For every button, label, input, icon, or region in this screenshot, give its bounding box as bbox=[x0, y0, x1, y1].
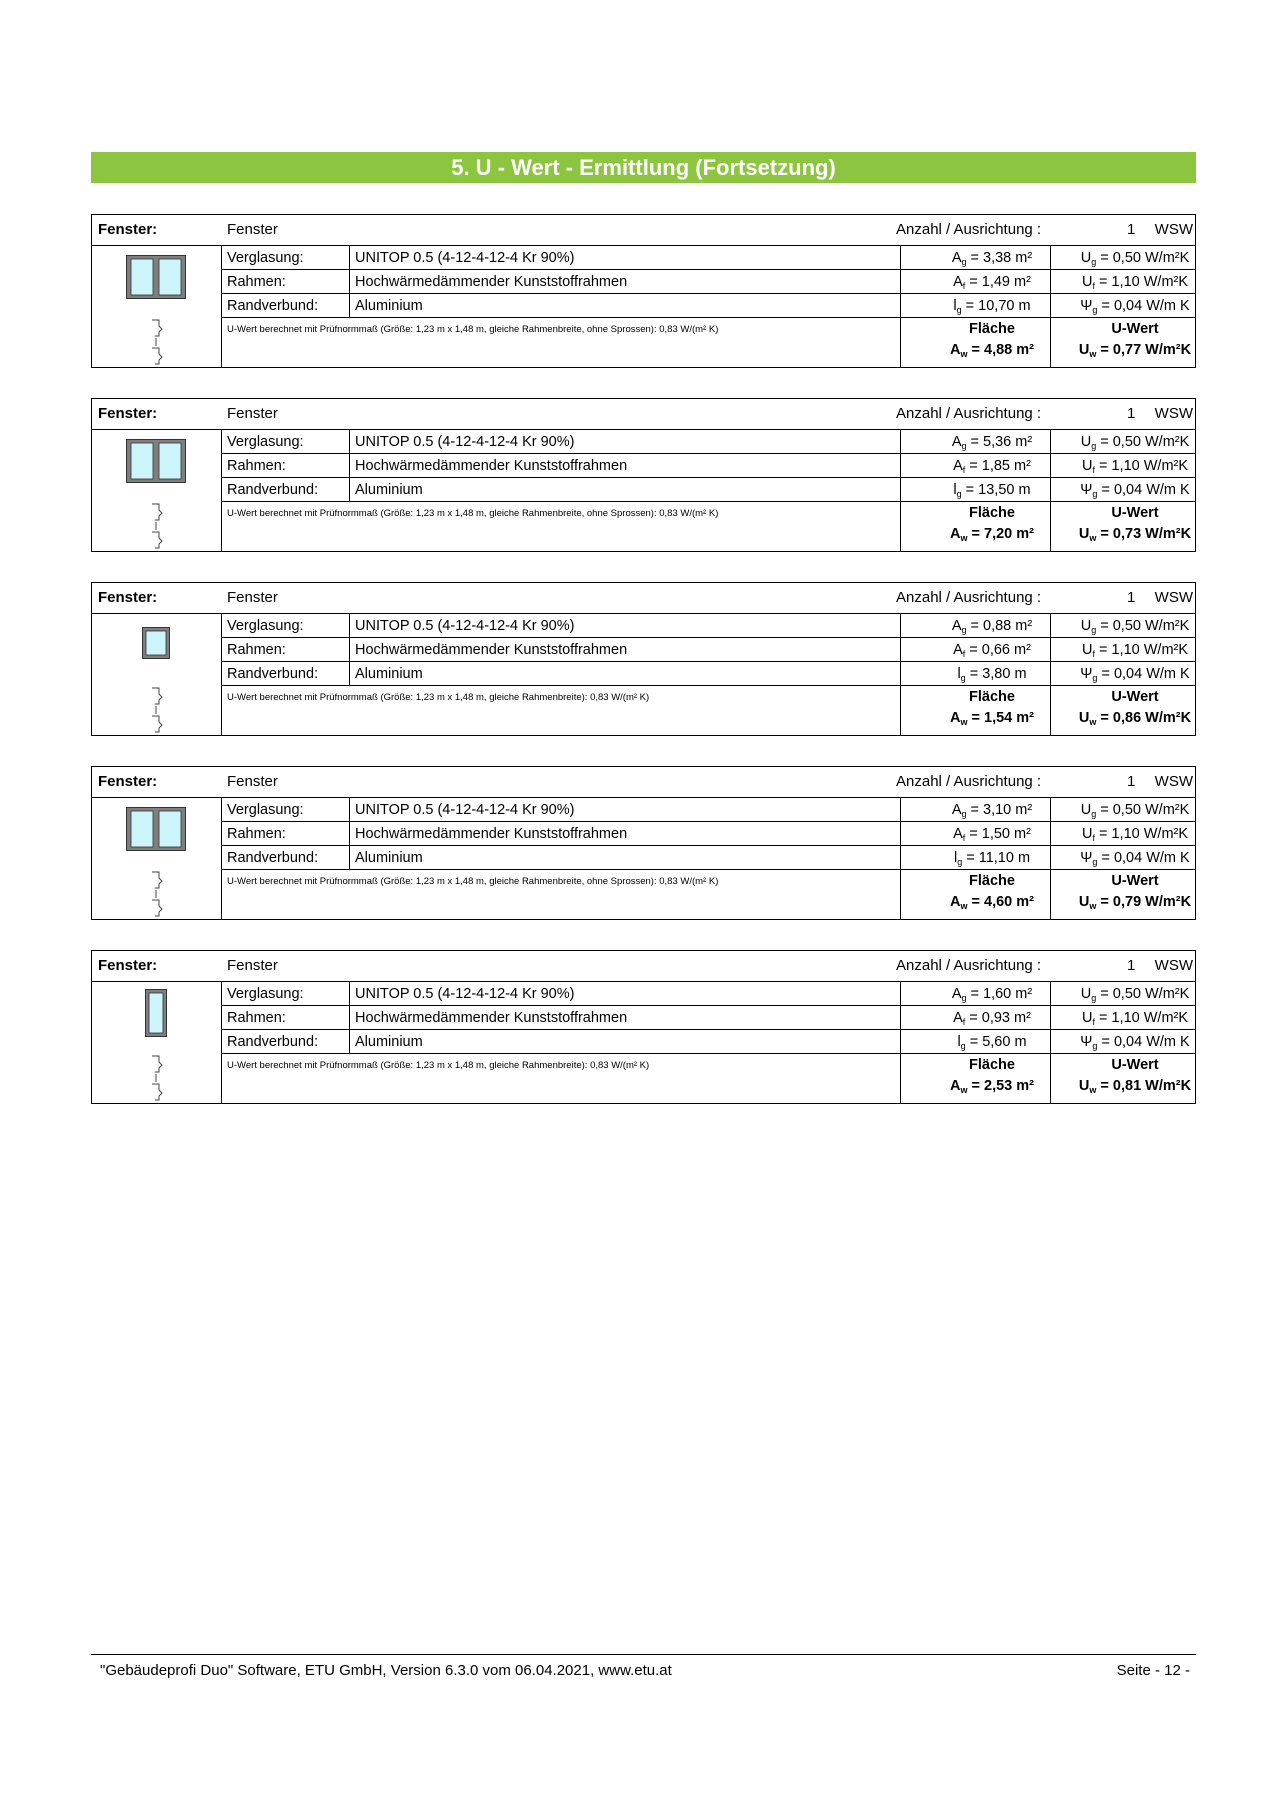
window-count: 1 bbox=[1127, 957, 1136, 974]
window-entry bbox=[91, 214, 1196, 368]
section-title: 5. U - Wert - Ermittlung (Fortsetzung) bbox=[91, 152, 1196, 183]
area-label: Fläche bbox=[969, 689, 1015, 705]
window-count: 1 bbox=[1127, 405, 1136, 422]
glazing-row bbox=[221, 614, 1195, 638]
window-header bbox=[92, 951, 1195, 982]
column-divider bbox=[349, 1030, 350, 1053]
result-row bbox=[221, 502, 1195, 551]
glazing-label: Verglasung: bbox=[227, 250, 304, 266]
count-direction-label: Anzahl / Ausrichtung : bbox=[896, 221, 1042, 238]
double-casement-window-icon bbox=[125, 806, 187, 857]
frame-area: $A_f = 0,66$ m² bbox=[953, 642, 1031, 659]
result-row bbox=[221, 1054, 1195, 1103]
window-drawing bbox=[92, 982, 222, 1103]
frame-row bbox=[221, 822, 1195, 846]
glazing-area: $A_g = 5,36$ m² bbox=[951, 434, 1033, 451]
result-row bbox=[221, 318, 1195, 367]
spacer-row bbox=[221, 846, 1195, 870]
window-u-value: $U_w = 0,77$ W/m²K bbox=[1078, 342, 1192, 359]
hinge-symbol-icon bbox=[150, 686, 164, 739]
window-area: $A_w = 4,88$ m² bbox=[950, 342, 1034, 359]
window-label: Fenster: bbox=[98, 773, 158, 790]
frame-label: Rahmen: bbox=[227, 274, 286, 290]
window-entry bbox=[91, 398, 1196, 552]
double-casement-window-icon bbox=[125, 254, 187, 305]
calculation-note: U-Wert berechnet mit Prüfnormmaß (Größe: 1,23 m x 1,48 m, gleiche Rahmenbreite, ohne Sprossen): 0,83 W/(m² K) bbox=[227, 324, 719, 335]
hinge-symbol-icon bbox=[150, 502, 164, 555]
footer-software: "Gebäudeprofi Duo" Software, ETU GmbH, Version 6.3.0 vom 06.04.2021, www.etu.at bbox=[100, 1662, 672, 1679]
frame-u-value: $U_f = 1,10$ W/m²K bbox=[1081, 826, 1189, 843]
window-header bbox=[92, 215, 1195, 246]
glass-edge-length: $l_g = 10,70$ m bbox=[953, 298, 1031, 315]
hinge-symbol-icon bbox=[150, 870, 164, 923]
glazing-area: $A_g = 0,88$ m² bbox=[951, 618, 1033, 635]
glazing-value: UNITOP 0.5 (4-12-4-12-4 Kr 90%) bbox=[355, 434, 575, 450]
psi-value: $\Psi_g = 0,04$ W/m K bbox=[1080, 482, 1190, 499]
frame-u-value: $U_f = 1,10$ W/m²K bbox=[1081, 642, 1189, 659]
column-divider bbox=[349, 662, 350, 685]
window-area: $A_w = 2,53$ m² bbox=[950, 1078, 1034, 1095]
window-direction: WSW bbox=[1154, 589, 1193, 606]
frame-label: Rahmen: bbox=[227, 642, 286, 658]
spacer-row bbox=[221, 478, 1195, 502]
hinge-symbol-icon bbox=[150, 1054, 164, 1107]
double-casement-window-icon bbox=[125, 438, 187, 489]
spacer-row bbox=[221, 294, 1195, 318]
spacer-label: Randverbund: bbox=[227, 298, 319, 314]
window-type: Fenster bbox=[227, 773, 278, 790]
psi-value: $\Psi_g = 0,04$ W/m K bbox=[1080, 298, 1190, 315]
frame-u-value: $U_f = 1,10$ W/m²K bbox=[1081, 274, 1189, 291]
window-area: $A_w = 7,20$ m² bbox=[950, 526, 1034, 543]
glass-edge-length: $l_g = 3,80$ m bbox=[957, 666, 1027, 683]
area-label: Fläche bbox=[969, 505, 1015, 521]
single-window-icon bbox=[141, 626, 171, 665]
spacer-label: Randverbund: bbox=[227, 482, 319, 498]
glazing-row bbox=[221, 430, 1195, 454]
hinge-symbol-icon bbox=[150, 318, 164, 371]
area-label: Fläche bbox=[969, 321, 1015, 337]
frame-row bbox=[221, 454, 1195, 478]
glazing-area: $A_g = 3,10$ m² bbox=[951, 802, 1033, 819]
u-value-label: U-Wert bbox=[1111, 1057, 1159, 1073]
frame-u-value: $U_f = 1,10$ W/m²K bbox=[1081, 1010, 1189, 1027]
footer-page-number: Seite - 12 - bbox=[1116, 1662, 1190, 1679]
window-entry bbox=[91, 766, 1196, 920]
window-area: $A_w = 4,60$ m² bbox=[950, 894, 1034, 911]
count-direction-label: Anzahl / Ausrichtung : bbox=[896, 957, 1042, 974]
u-value-label: U-Wert bbox=[1111, 689, 1159, 705]
window-entry bbox=[91, 950, 1196, 1104]
column-divider bbox=[349, 270, 350, 293]
column-divider bbox=[349, 1006, 350, 1029]
window-u-value: $U_w = 0,86$ W/m²K bbox=[1078, 710, 1192, 727]
psi-value: $\Psi_g = 0,04$ W/m K bbox=[1080, 666, 1190, 683]
window-count: 1 bbox=[1127, 221, 1136, 238]
window-direction: WSW bbox=[1154, 405, 1193, 422]
window-drawing bbox=[92, 246, 222, 367]
frame-row bbox=[221, 638, 1195, 662]
glazing-value: UNITOP 0.5 (4-12-4-12-4 Kr 90%) bbox=[355, 986, 575, 1002]
column-divider bbox=[349, 822, 350, 845]
frame-value: Hochwärmedämmender Kunststoffrahmen bbox=[355, 642, 628, 658]
footer-divider bbox=[91, 1654, 1196, 1655]
calculation-note: U-Wert berechnet mit Prüfnormmaß (Größe: 1,23 m x 1,48 m, gleiche Rahmenbreite): 0,83 W/(m² K) bbox=[227, 692, 650, 703]
window-label: Fenster: bbox=[98, 589, 158, 606]
spacer-value: Aluminium bbox=[355, 1034, 423, 1050]
calculation-note: U-Wert berechnet mit Prüfnormmaß (Größe: 1,23 m x 1,48 m, gleiche Rahmenbreite, ohne Sprossen): 0,83 W/(m² K) bbox=[227, 876, 719, 887]
glazing-u-value: $U_g = 0,50$ W/m²K bbox=[1080, 434, 1190, 451]
spacer-label: Randverbund: bbox=[227, 850, 319, 866]
frame-row bbox=[221, 1006, 1195, 1030]
frame-u-value: $U_f = 1,10$ W/m²K bbox=[1081, 458, 1189, 475]
frame-area: $A_f = 1,85$ m² bbox=[953, 458, 1031, 475]
window-u-value: $U_w = 0,79$ W/m²K bbox=[1078, 894, 1192, 911]
column-divider bbox=[349, 294, 350, 317]
count-direction-label: Anzahl / Ausrichtung : bbox=[896, 773, 1042, 790]
window-direction: WSW bbox=[1154, 221, 1193, 238]
spacer-value: Aluminium bbox=[355, 850, 423, 866]
window-entry bbox=[91, 582, 1196, 736]
glazing-value: UNITOP 0.5 (4-12-4-12-4 Kr 90%) bbox=[355, 802, 575, 818]
glazing-row bbox=[221, 798, 1195, 822]
spacer-value: Aluminium bbox=[355, 482, 423, 498]
calculation-note: U-Wert berechnet mit Prüfnormmaß (Größe: 1,23 m x 1,48 m, gleiche Rahmenbreite): 0,83 W/(m² K) bbox=[227, 1060, 650, 1071]
column-divider bbox=[349, 982, 350, 1005]
calculation-note: U-Wert berechnet mit Prüfnormmaß (Größe: 1,23 m x 1,48 m, gleiche Rahmenbreite, ohne Sprossen): 0,83 W/(m² K) bbox=[227, 508, 719, 519]
column-divider bbox=[349, 846, 350, 869]
column-divider bbox=[349, 638, 350, 661]
frame-area: $A_f = 0,93$ m² bbox=[953, 1010, 1031, 1027]
window-drawing bbox=[92, 798, 222, 919]
frame-value: Hochwärmedämmender Kunststoffrahmen bbox=[355, 826, 628, 842]
result-row bbox=[221, 870, 1195, 919]
window-label: Fenster: bbox=[98, 405, 158, 422]
window-header bbox=[92, 583, 1195, 614]
glazing-row bbox=[221, 246, 1195, 270]
glazing-value: UNITOP 0.5 (4-12-4-12-4 Kr 90%) bbox=[355, 618, 575, 634]
spacer-label: Randverbund: bbox=[227, 666, 319, 682]
count-direction-label: Anzahl / Ausrichtung : bbox=[896, 589, 1042, 606]
glazing-value: UNITOP 0.5 (4-12-4-12-4 Kr 90%) bbox=[355, 250, 575, 266]
spacer-value: Aluminium bbox=[355, 298, 423, 314]
tall-single-window-icon bbox=[144, 988, 168, 1043]
frame-row bbox=[221, 270, 1195, 294]
window-count: 1 bbox=[1127, 589, 1136, 606]
window-u-value: $U_w = 0,73$ W/m²K bbox=[1078, 526, 1192, 543]
result-row bbox=[221, 686, 1195, 735]
window-header bbox=[92, 767, 1195, 798]
frame-label: Rahmen: bbox=[227, 458, 286, 474]
glazing-u-value: $U_g = 0,50$ W/m²K bbox=[1080, 986, 1190, 1003]
glazing-u-value: $U_g = 0,50$ W/m²K bbox=[1080, 802, 1190, 819]
frame-value: Hochwärmedämmender Kunststoffrahmen bbox=[355, 274, 628, 290]
u-value-label: U-Wert bbox=[1111, 505, 1159, 521]
count-direction-label: Anzahl / Ausrichtung : bbox=[896, 405, 1042, 422]
column-divider bbox=[349, 478, 350, 501]
area-label: Fläche bbox=[969, 1057, 1015, 1073]
window-label: Fenster: bbox=[98, 957, 158, 974]
window-count: 1 bbox=[1127, 773, 1136, 790]
window-direction: WSW bbox=[1154, 957, 1193, 974]
glazing-area: $A_g = 3,38$ m² bbox=[951, 250, 1033, 267]
column-divider bbox=[349, 430, 350, 453]
glazing-label: Verglasung: bbox=[227, 434, 304, 450]
glazing-label: Verglasung: bbox=[227, 986, 304, 1002]
psi-value: $\Psi_g = 0,04$ W/m K bbox=[1080, 1034, 1190, 1051]
glazing-u-value: $U_g = 0,50$ W/m²K bbox=[1080, 618, 1190, 635]
column-divider bbox=[349, 614, 350, 637]
frame-area: $A_f = 1,49$ m² bbox=[953, 274, 1031, 291]
glass-edge-length: $l_g = 5,60$ m bbox=[957, 1034, 1027, 1051]
window-header bbox=[92, 399, 1195, 430]
glass-edge-length: $l_g = 11,10$ m bbox=[953, 850, 1031, 867]
column-divider bbox=[349, 454, 350, 477]
frame-label: Rahmen: bbox=[227, 826, 286, 842]
column-divider bbox=[349, 246, 350, 269]
frame-area: $A_f = 1,50$ m² bbox=[953, 826, 1031, 843]
frame-label: Rahmen: bbox=[227, 1010, 286, 1026]
spacer-row bbox=[221, 662, 1195, 686]
spacer-row bbox=[221, 1030, 1195, 1054]
window-label: Fenster: bbox=[98, 221, 158, 238]
glazing-label: Verglasung: bbox=[227, 618, 304, 634]
window-type: Fenster bbox=[227, 957, 278, 974]
window-direction: WSW bbox=[1154, 773, 1193, 790]
u-value-label: U-Wert bbox=[1111, 873, 1159, 889]
psi-value: $\Psi_g = 0,04$ W/m K bbox=[1080, 850, 1190, 867]
spacer-value: Aluminium bbox=[355, 666, 423, 682]
glazing-row bbox=[221, 982, 1195, 1006]
frame-value: Hochwärmedämmender Kunststoffrahmen bbox=[355, 458, 628, 474]
window-area: $A_w = 1,54$ m² bbox=[950, 710, 1034, 727]
window-type: Fenster bbox=[227, 589, 278, 606]
glazing-area: $A_g = 1,60$ m² bbox=[951, 986, 1033, 1003]
area-label: Fläche bbox=[969, 873, 1015, 889]
glazing-u-value: $U_g = 0,50$ W/m²K bbox=[1080, 250, 1190, 267]
column-divider bbox=[349, 798, 350, 821]
window-drawing bbox=[92, 430, 222, 551]
window-type: Fenster bbox=[227, 405, 278, 422]
glazing-label: Verglasung: bbox=[227, 802, 304, 818]
u-value-label: U-Wert bbox=[1111, 321, 1159, 337]
spacer-label: Randverbund: bbox=[227, 1034, 319, 1050]
window-u-value: $U_w = 0,81$ W/m²K bbox=[1078, 1078, 1192, 1095]
window-drawing bbox=[92, 614, 222, 735]
glass-edge-length: $l_g = 13,50$ m bbox=[953, 482, 1031, 499]
frame-value: Hochwärmedämmender Kunststoffrahmen bbox=[355, 1010, 628, 1026]
window-type: Fenster bbox=[227, 221, 278, 238]
